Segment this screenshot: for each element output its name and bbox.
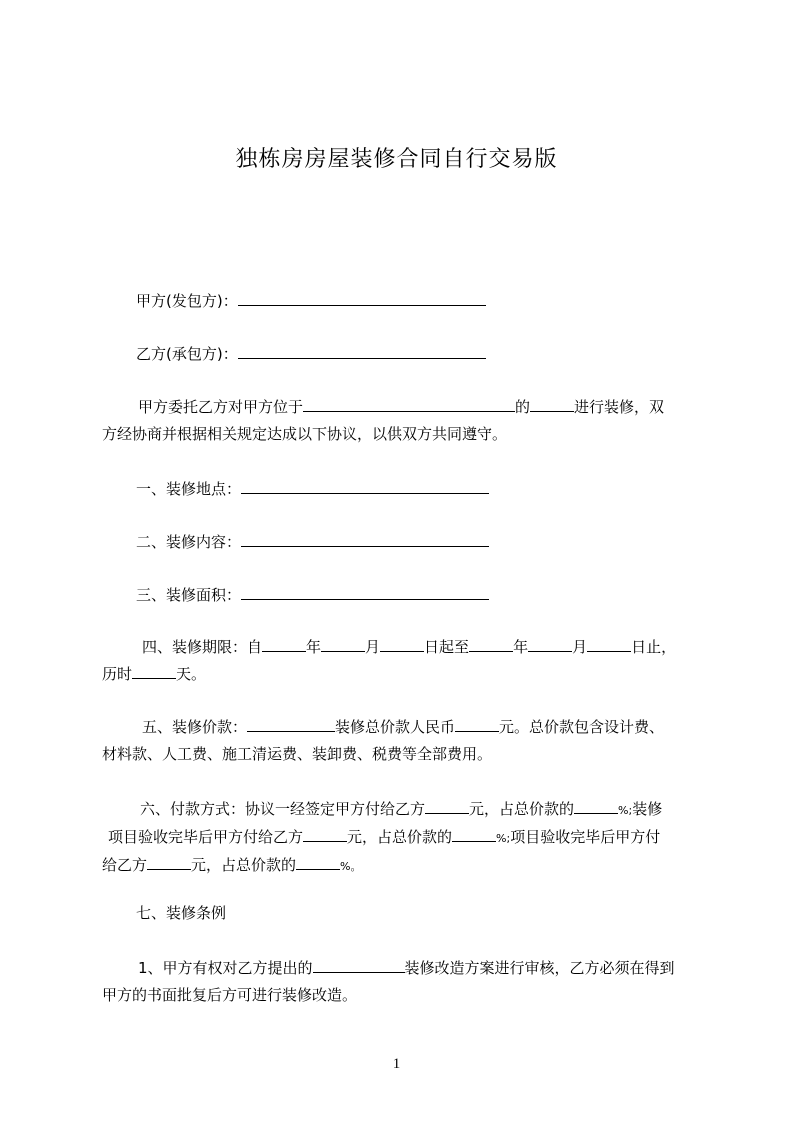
item-6-paragraph: [102, 796, 702, 880]
page-number: 1: [392, 1056, 401, 1072]
item-6-l1-suffix: 装修: [632, 800, 663, 818]
clause-1-suffix: 装修改造方案进行审核，乙方必须在得到: [404, 959, 675, 977]
item-2-label: 二、装修内容：: [136, 533, 242, 551]
payment-3-pct-blank[interactable]: [296, 855, 340, 870]
item-2-line: [136, 529, 736, 556]
start-day-blank[interactable]: [380, 637, 424, 652]
item-6-l2-prefix: 项目验收完毕后甲方付给乙方: [108, 828, 304, 846]
clause-1-paragraph: [102, 955, 702, 1009]
clause-1-prefix: 1、甲方有权对乙方提出的: [138, 959, 313, 977]
party-a-label: 甲方(发包方)：: [136, 292, 238, 310]
intro-paragraph: [102, 394, 702, 448]
start-month-blank[interactable]: [321, 637, 365, 652]
duration-blank[interactable]: [132, 664, 176, 679]
item-6-l2-suffix: 项目验收完毕后甲方付: [510, 828, 661, 846]
start-year-blank[interactable]: [262, 637, 306, 652]
item-4-paragraph: [102, 634, 702, 688]
intro-text-1: 甲方委托乙方对甲方位于: [138, 398, 304, 416]
document-title: 独栋房房屋装修合同自行交易版: [235, 147, 558, 172]
item-3-line: [136, 582, 736, 609]
total-price-blank[interactable]: [455, 717, 499, 732]
month-label: 月: [365, 638, 381, 656]
payment-3-amount-blank[interactable]: [147, 855, 191, 870]
item-2-blank[interactable]: [241, 532, 489, 547]
party-b-line: [136, 341, 736, 368]
party-a-line: [136, 288, 736, 315]
item-3-label: 三、装修面积：: [136, 586, 242, 604]
yuan-text: 元，占总价款的: [469, 800, 575, 818]
item-6-l3-prefix: 给乙方: [102, 856, 148, 874]
yuan-text: 元，占总价款的: [191, 856, 297, 874]
end-year-blank[interactable]: [469, 637, 513, 652]
month-label: 月: [572, 638, 588, 656]
item-6-l1-prefix: 六、付款方式：协议一经签定甲方付给乙方: [140, 800, 426, 818]
item-5-paragraph: [102, 714, 702, 768]
item-1-blank[interactable]: [241, 479, 489, 494]
item-1-label: 一、装修地点：: [136, 480, 242, 498]
end-day-blank[interactable]: [587, 637, 631, 652]
yuan-text: 元，占总价款的: [347, 828, 453, 846]
location-blank[interactable]: [303, 397, 515, 412]
price-blank[interactable]: [247, 717, 335, 732]
item-1-line: [136, 476, 736, 503]
year-label: 年: [306, 638, 322, 656]
intro-line-2: 方经协商并根据相关规定达成以下协议，以供双方共同遵守。: [102, 425, 508, 443]
duration-prefix: 历时: [102, 665, 133, 683]
item-5-mid: 装修总价款人民币: [335, 718, 456, 736]
clause-1-line-2: 甲方的书面批复后方可进行装修改造。: [102, 986, 358, 1004]
year-label: 年: [513, 638, 529, 656]
payment-2-pct-blank[interactable]: [452, 827, 496, 842]
party-b-blank[interactable]: [238, 344, 486, 359]
pct-end-text: %。: [340, 860, 362, 873]
plan-blank[interactable]: [313, 958, 405, 973]
property-blank[interactable]: [530, 397, 574, 412]
party-b-label: 乙方(承包方)：: [136, 345, 238, 363]
intro-text-3: 进行装修，双: [574, 398, 665, 416]
item-3-blank[interactable]: [241, 585, 489, 600]
duration-suffix: 天。: [176, 665, 207, 683]
intro-text-2: 的: [515, 398, 531, 416]
item-4-prefix: 四、装修期限：自: [142, 638, 263, 656]
party-a-blank[interactable]: [238, 291, 486, 306]
item-7-heading: 七、装修条例: [136, 904, 227, 922]
item-5-prefix: 五、装修价款：: [142, 718, 248, 736]
end-text: 日止，: [631, 638, 677, 656]
pct-text: %;: [618, 804, 633, 817]
item-5-suffix: 元。总价款包含设计费、: [499, 718, 665, 736]
payment-1-pct-blank[interactable]: [574, 799, 618, 814]
item-5-line-2: 材料款、人工费、施工清运费、装卸费、税费等全部费用。: [102, 745, 493, 763]
pct-text: %;: [496, 832, 511, 845]
payment-2-amount-blank[interactable]: [303, 827, 347, 842]
payment-1-amount-blank[interactable]: [425, 799, 469, 814]
start-text: 日起至: [424, 638, 470, 656]
end-month-blank[interactable]: [528, 637, 572, 652]
